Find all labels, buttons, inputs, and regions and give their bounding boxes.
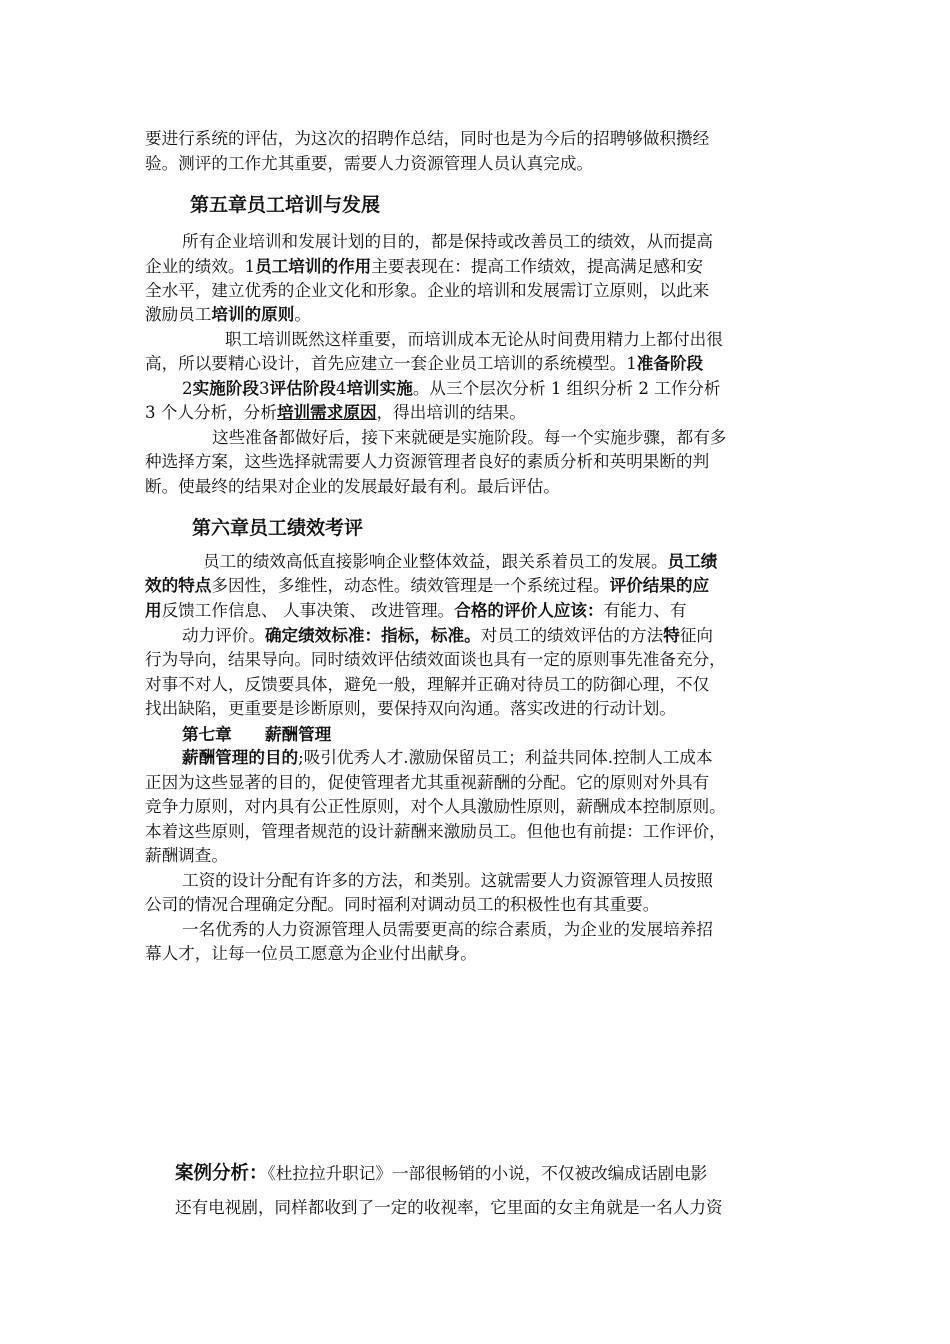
text-line: 要进行系统的评估，为这次的招聘作总结，同时也是为今后的招聘够做积攒经 [145, 129, 710, 148]
chapter-6-heading: 第六章员工绩效考评 [192, 517, 364, 539]
text-line: 高，所以要精心设计，首先应建立一套企业员工培训的系统模型。1准备阶段 [145, 354, 704, 373]
text-line: 薪酬调查。 [145, 846, 228, 865]
text-line: 幕人才，让每一位员工愿意为企业付出献身。 [145, 944, 477, 963]
text-line: 行为导向，结果导向。同时绩效评估绩效面谈也具有一定的原则事先准备充分， [145, 650, 726, 669]
bold-term: 特 [663, 626, 680, 645]
bold-term: 合格的评价人应该： [454, 601, 604, 620]
text-line: 一名优秀的人力资源管理人员需要更高的综合素质，为企业的发展培养招 [182, 920, 713, 939]
bold-term: 效的特点 [145, 576, 212, 595]
bold-term: 评价结果的应 [609, 576, 710, 595]
bold-term: 员工绩 [667, 552, 718, 571]
chapter-7-heading: 第七章 薪酬管理 [182, 725, 332, 744]
case-analysis-line: 案例分析：《杜拉拉升职记》一部很畅销的小说，不仅被改编成话剧电影 [175, 1163, 708, 1184]
text-line: 竞争力原则，对内具有公正性原则，对个人具激励性原则，薪酬成本控制原则。 [145, 797, 726, 816]
text-line: 效的特点多因性，多维性，动态性。绩效管理是一个系统过程。评价结果的应 [145, 576, 710, 595]
bold-term: 培训实施 [346, 379, 413, 398]
bold-term: 培训的原则 [211, 305, 295, 324]
text-line: 全水平，建立优秀的企业文化和形象。企业的培训和发展需订立原则，以此来 [145, 281, 710, 300]
text-line: 还有电视剧，同样都收到了一定的收视率，它里面的女主角就是一名人力资 [175, 1198, 723, 1217]
text-line: 断。使最终的结果对企业的发展最好最有利。最后评估。 [145, 477, 560, 496]
text-line: 正因为这些显著的目的，促使管理者尤其重视薪酬的分配。它的原则对外具有 [145, 773, 710, 792]
text-line: 本着这些原则，管理者规范的设计薪酬来激励员工。但他也有前提：工作评价， [145, 822, 726, 841]
bold-term: 用 [145, 601, 162, 620]
text-line: 这些准备都做好后，接下来就硬是实施阶段。每一个实施步骤，都有多 [212, 428, 727, 447]
chapter-5-heading: 第五章员工培训与发展 [190, 194, 381, 216]
text-line: 所有企业培训和发展计划的目的，都是保持或改善员工的绩效，从而提高 [182, 232, 713, 251]
bold-term: 员工培训的作用 [255, 257, 372, 276]
text-line: 薪酬管理的目的;吸引优秀人才.激励保留员工；利益共同体.控制人工成本 [182, 748, 713, 767]
text-line: 激励员工培训的原则。 [145, 305, 311, 324]
text-line: 公司的情况合理确定分配。同时福利对调动员工的积极性也有其重要。 [145, 895, 660, 914]
text-line: 动力评价。确定绩效标准：指标，标准。对员工的绩效评估的方法特征向 [182, 626, 713, 645]
bold-term: 薪酬管理的目的 [182, 748, 299, 767]
text-line: 找出缺陷，更重要是诊断原则，要保持双向沟通。落实改进的行动计划。 [145, 699, 676, 718]
bold-term: 评估阶段 [269, 379, 336, 398]
bold-term: 确定绩效标准：指标，标准。 [264, 626, 481, 645]
bold-term: 实施阶段 [192, 379, 259, 398]
bold-term: 准备阶段 [636, 354, 704, 373]
text-line: 用反馈工作信息、 人事决策、 改进管理。合格的评价人应该：有能力、有 [145, 601, 687, 620]
text-line: 验。测评的工作尤其重要，需要人力资源管理人员认真完成。 [145, 154, 594, 173]
text-line: 企业的绩效。1员工培训的作用主要表现在：提高工作绩效，提高满足感和安 [145, 257, 704, 276]
text-line: 职工培训既然这样重要，而培训成本无论从时间费用精力上都付出很 [225, 330, 723, 349]
text-line: 工资的设计分配有许多的方法，和类别。这就需要人力资源管理人员按照 [182, 871, 713, 890]
text-line: 员工的绩效高低直接影响企业整体效益，跟关系着员工的发展。员工绩 [203, 552, 718, 571]
case-analysis-label: 案例分析： [175, 1163, 268, 1184]
text-line: 对事不对人，反馈要具体，避免一般，理解并正确对待员工的防御心理，不仅 [145, 675, 710, 694]
bold-underlined-term: 培训需求原因 [277, 403, 377, 422]
text-line: 2实施阶段3评估阶段4培训实施。从三个层次分析 1 组织分析 2 工作分析 [182, 379, 721, 398]
text-line: 3 个人分析，分析培训需求原因，得出培训的结果。 [145, 403, 526, 422]
text-line: 种选择方案，这些选择就需要人力资源管理者良好的素质分析和英明果断的判 [145, 452, 710, 471]
